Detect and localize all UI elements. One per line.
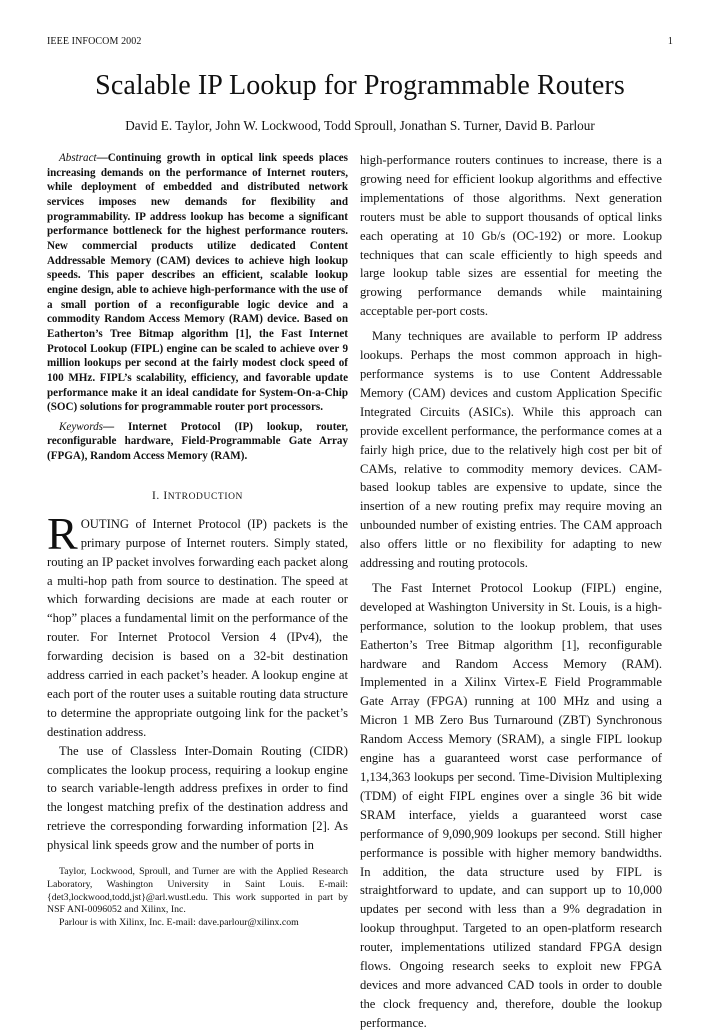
footnotes [47,866,348,930]
intro-paragraph-2: The use of Classless Inter-Domain Routing (CIDR) complicates the lookup process, requiring a lookup engine to search variable-length address prefixes in order to find the longest matching prefix of the destination address and retrieve the corresponding forwarding information [2]. As physical link speeds grow and the number of ports in [47,743,348,853]
author-list: David E. Taylor, John W. Lockwood, Todd Sproull, Jonathan S. Turner, David B. Parlour [125,118,595,133]
paper-title: Scalable IP Lookup for Programmable Routers [95,70,625,101]
keywords [47,420,348,464]
right-paragraph-3: The Fast Internet Protocol Lookup (FIPL) engine, developed at Washington University in St. Louis, is a high-performance, solution to the lookup problem, that uses Eatherton’s Tree Bitmap algorithm [1], reconfigurable hardware and Random Access Memory (RAM). Implemented in a Xilinx Virtex-E Field Programmable Gate Array (FPGA) running at 100 MHz and using a Micron 1 MB Zero Bus Turnaround (ZBT) Synchronous Random Access Memory (SRAM), a single FIPL lookup engine has a guaranteed worst case performance of 1,134,363 lookups per second. Time-Division Multiplexing (TDM) of eight FIPL engines over a single 36 bit wide SRAM interface, yields a guaranteed worst case performance of 9,090,909 lookups per second. Still higher performance is possible with higher memory bandwidths. In addition, the data structure used by FIPL is straightforward to update, and can support up to 10,000 updates per second with less than a 9% degradation in lookup throughput. Targeted to an open-platform research router, implementations utilized standard FPGA design flows. Ongoing research seeks to exploit new FPGA devices and more advanced CAD tools in order to double the clock frequency and, therefore, double the lookup performance. [360,580,662,1030]
intro-paragraph-1 [47,507,348,742]
keywords-label: Keywords [59,420,103,433]
venue-label: IEEE INFOCOM 2002 [47,36,142,47]
left-column [47,151,348,930]
section-title-rest: NTRODUCTION [167,491,244,502]
section-heading-introduction [47,490,348,502]
intro-paragraph-1-text: of Internet Protocol (IP) packets is the primary purpose of Internet routers. Simply stated, routing an IP packet involves forwarding each packet along a multi-hop path from source to destination. The speed at which forwarding decisions are made at each router or “hop” places a fundamental limit on the performance of the router. For Internet Protocol Version 4 (IPv4), the forwarding decision is based on a 32-bit destination address carried in each packet’s header. A lookup engine at each port of the router uses a suitable routing data structure to determine the appropriate outgoing link for the packet’s destination address. [47,516,348,739]
intro-lead-word: OUTING [80,516,129,531]
abstract-text: —Continuing growth in optical link speeds places increasing demands on the performance of Internet routers, while deployment of embedded and distributed network services imposes new demands for flexibility and programmability. IP address lookup has become a significant performance bottleneck for the highest performance routers. New commercial products utilize dedicated Content Addressable Memory (CAM) devices to achieve high lookup speeds. This paper describes an efficient, scalable lookup engine design, able to achieve high-performance with the use of a small portion of a reconfigurable logic device and a commodity Random Access Memory (RAM) device. Based on Eatherton’s Tree Bitmap algorithm [1], the Fast Internet Protocol Lookup (FIPL) engine can be scaled to achieve over 9 million lookups per second at the fairly modest clock speed of 100 MHz. FIPL’s scalability, efficiency, and favorable update performance make it an ideal candidate for System-On-a-Chip (SOC) solutions for programmable router port processors. [47,152,348,414]
page-number: 1 [667,36,673,47]
footnote-parlour: Parlour is with Xilinx, Inc. E-mail: dave.parlour@xilinx.com [59,917,299,929]
right-paragraph-1: high-performance routers continues to increase, there is a growing need for efficient lookup algorithms and effective implementations of those algorithms. Next generation routers must be able to support thousands of optical links each operating at 10 Gb/s (OC-192) or more. Lookup techniques that can scale efficiently to high speeds and large lookup table sizes are essential for meeting the growing performance demands while maintaining acceptable per-port costs. [360,153,662,319]
abstract [47,151,348,415]
abstract-label: Abstract [59,152,97,164]
section-numeral: I. [151,489,164,502]
keywords-text: — Internet Protocol (IP) lookup, router, reconfigurable hardware, Field-Programmable Gate Array (FPGA), Random Access Memory (RAM). [47,420,348,463]
section-title-initial: I [163,489,168,502]
right-column [360,151,662,1033]
drop-cap: R [47,507,78,559]
right-paragraph-2: Many techniques are available to perform IP address lookups. Perhaps the most common approach in high-performance systems is to use Content Addressable Memory (CAM) devices and custom Application Specific Integrated Circuits (ASICs). While this approach can provide excellent performance, the performance comes at a fairly high price, due to the relatively high cost per bit of CAMs, relative to commodity memory devices. CAM-based lookup tables are expensive to update, since the insertion of a new routing prefix may require moving an unbounded number of existing entries. The CAM approach also offers little or no flexibility for adapting to new addressing and routing protocols. [360,329,662,571]
footnote-affiliation: Taylor, Lockwood, Sproull, and Turner are with the Applied Research Laboratory, Washington University in Saint Louis. E-mail: {det3,lockwood,todd,jst}@arl.wustl.edu. This work supported in part by NSF ANI-0096052 and Xilinx, Inc. [47,866,348,916]
